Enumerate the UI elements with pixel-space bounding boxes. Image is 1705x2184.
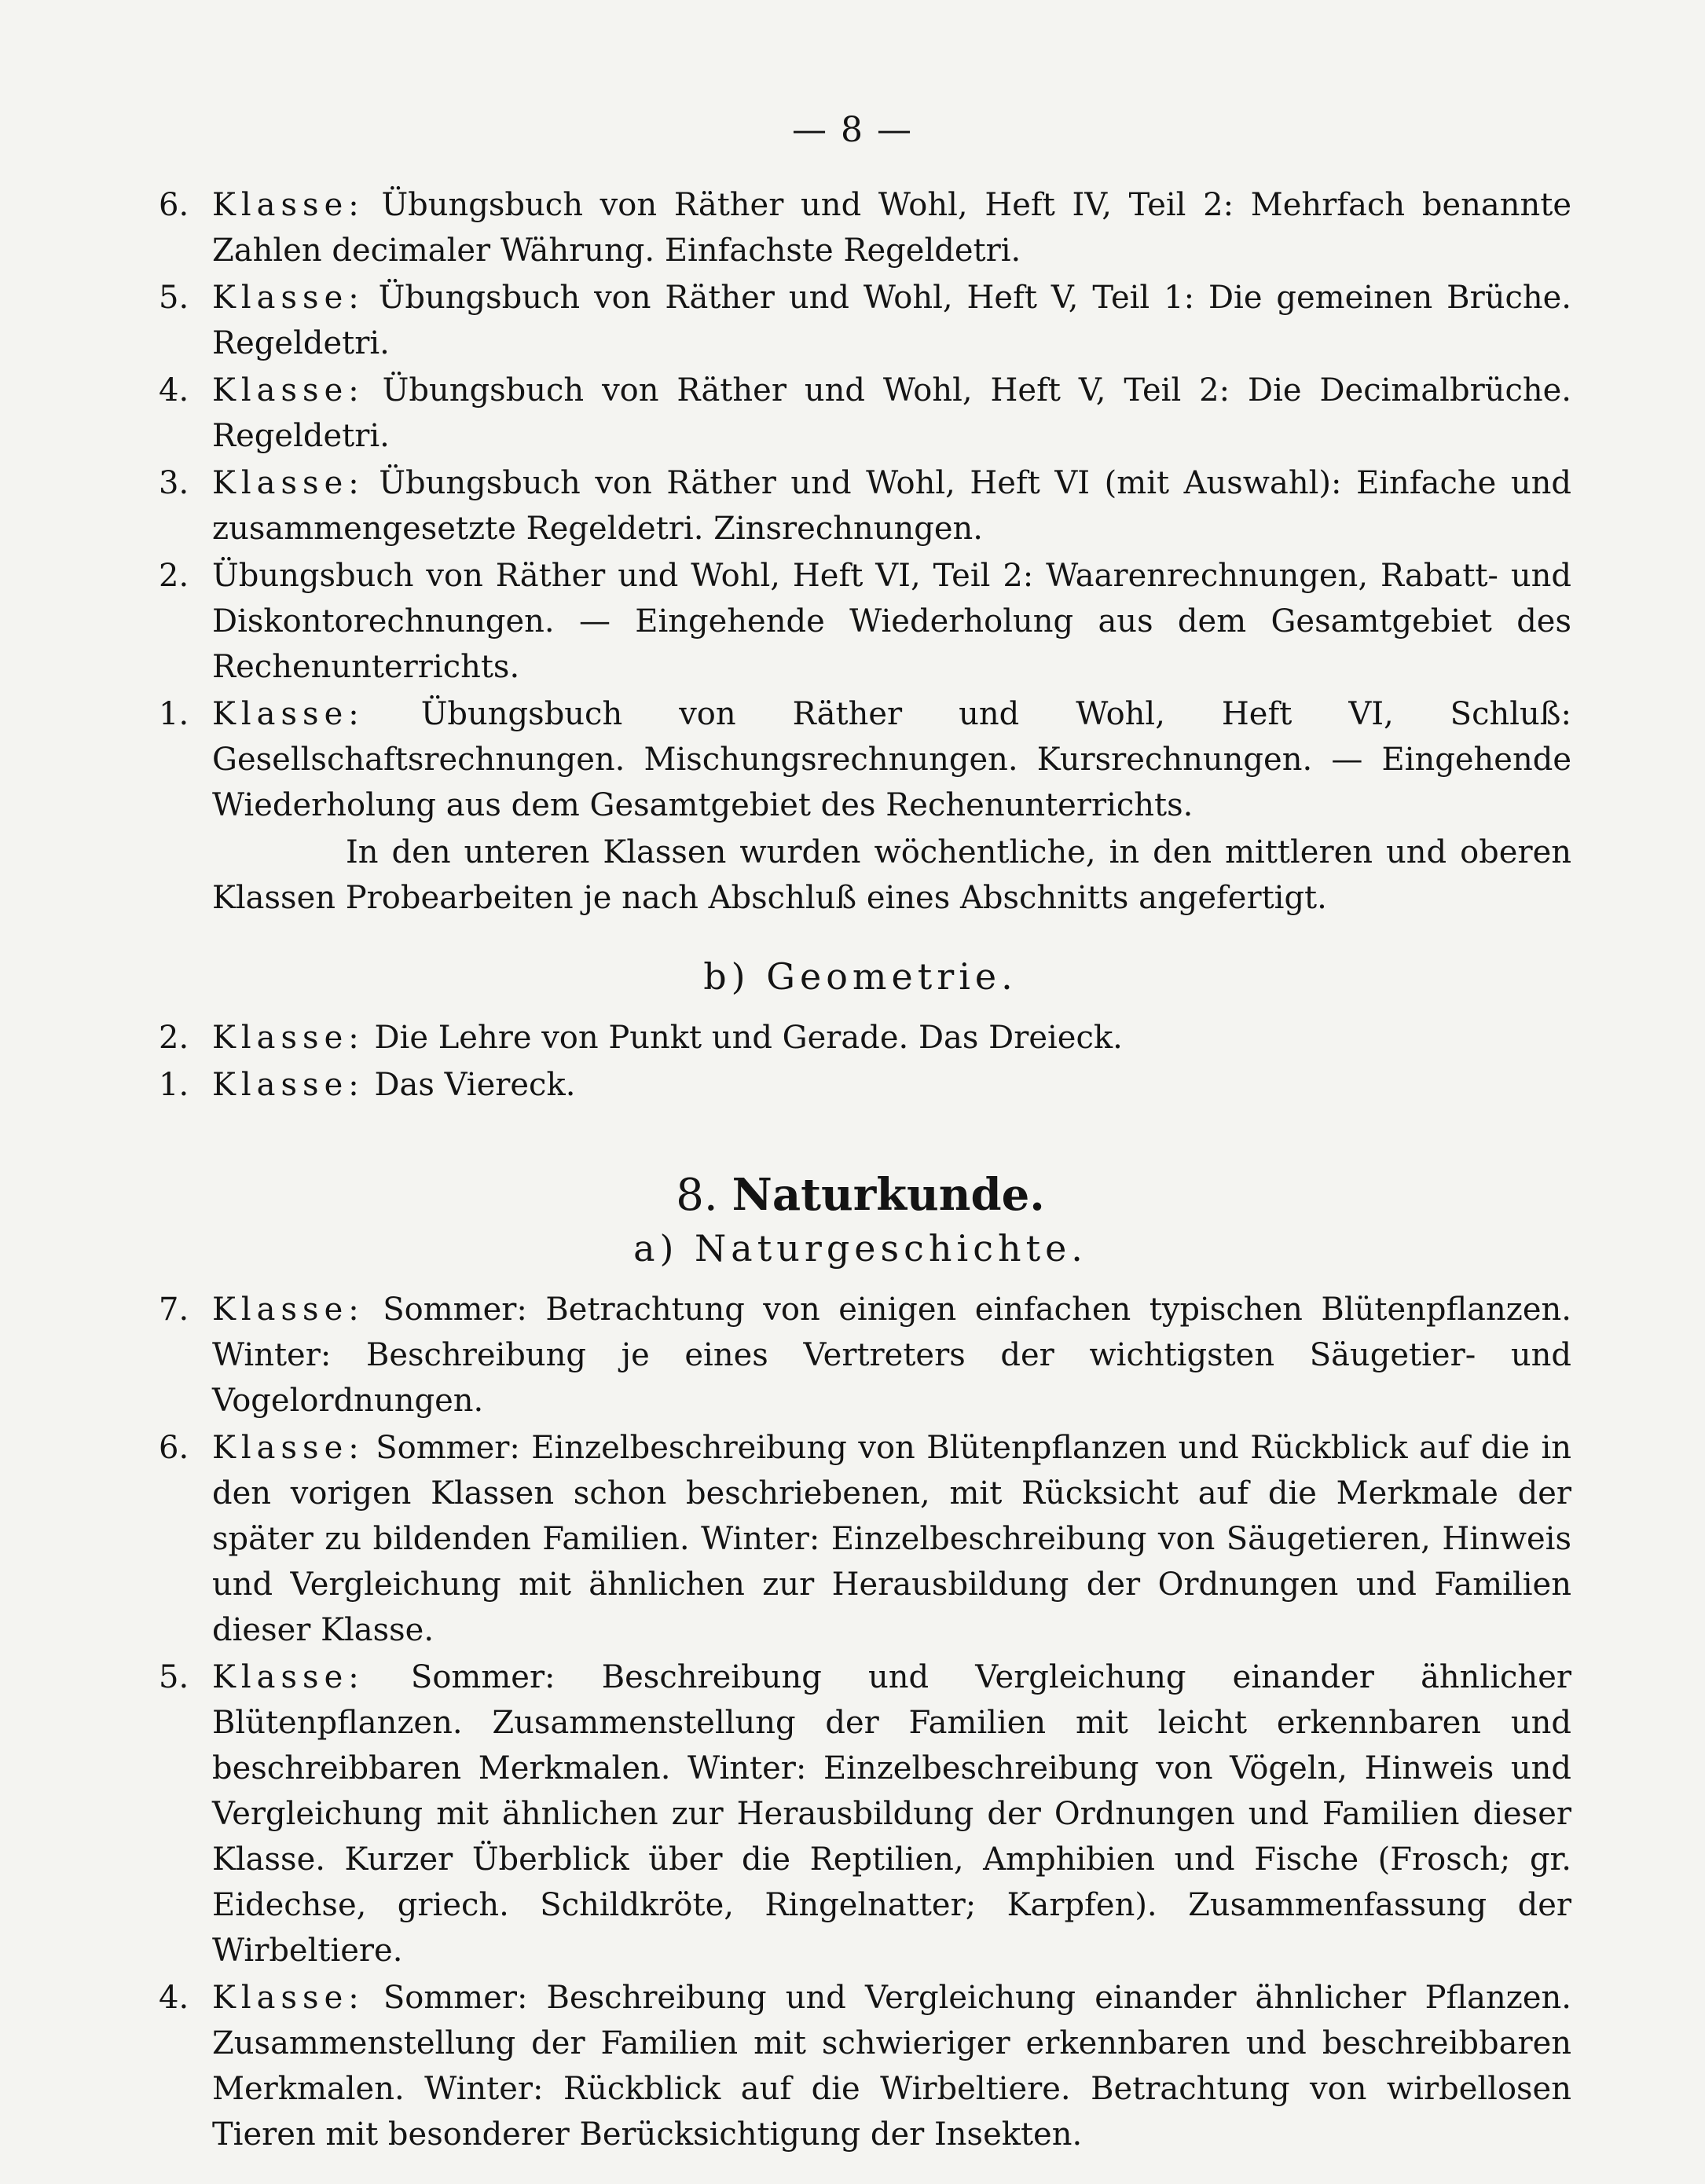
arithmetic-list [149,182,1571,921]
list-item [149,1015,1571,1061]
item-text: Sommer: Beschreibung und Vergleichung einander ähnlicher Blütenpflanzen. Zusammenstellung der Familien mit leicht erkennbaren und beschreibbaren Merkmalen. Winter: Einzelbeschreibung von Vögeln, Hinweis und Vergleichung mit ähnlichen zur Herausbildung der Ordnungen und Familien dieser Klasse. Kurzer Überblick über die Reptilien, Amphibien und Fische (Frosch; gr. Eidechse, griech. Schildkröte, Ringelnatter; Karpfen). Zusammenfassung der Wirbeltiere. [212,1659,1571,1969]
natural-history-heading: a) Naturgeschichte. [633,1227,1087,1270]
list-item [149,460,1571,551]
item-text: Übungsbuch von Räther und Wohl, Heft VI, Teil 2: Waarenrechnungen, Rabatt- und Diskontorechnungen. — Eingehende Wiederholung aus dem Gesamtgebiet des Rechenunterrichts. [212,558,1571,685]
section-heading [149,1169,1571,1221]
item-text: Die Lehre von Punkt und Gerade. Das Dreieck. [374,1020,1123,1056]
list-item [149,1287,1571,1424]
item-number: 5. [159,1659,189,1695]
item-text: Sommer: Beschreibung und Vergleichung einander ähnlicher Pflanzen. Zusammenstellung der Familien mit schwieriger erkennbaren und beschreibbaren Merkmalen. Winter: Rückblick auf die Wirbeltiere. Betrachtung von wirbellosen Tieren mit besonderer Berücksichtigung der Insekten. [212,1980,1571,2153]
geometry-heading: b) Geometrie. [703,955,1018,998]
list-item [149,182,1571,273]
class-label: Klasse: [212,280,365,316]
item-text: Sommer: Betrachtung von einigen einfachen typischen Blütenpflanzen. Winter: Beschreibung je eines Vertreters der wichtigsten Säugetier- und Vogelordnungen. [212,1292,1572,1419]
item-text: Übungsbuch von Räther und Wohl, Heft V, Teil 2: Die Decimalbrüche. Regeldetri. [212,372,1571,454]
item-text: Übungsbuch von Räther und Wohl, Heft VI (mit Auswahl): Einfache und zusammengesetzte Regeldetri. Zinsrechnungen. [212,465,1571,547]
list-item [149,1425,1571,1653]
class-label: Klasse: [212,1292,365,1328]
item-text: Übungsbuch von Räther und Wohl, Heft VI, Schluß: Gesellschaftsrechnungen. Mischungsrechnungen. Kursrechnungen. — Eingehende Wiederholung aus dem Gesamtgebiet des Rechenunterrichts. [212,696,1572,823]
class-label: Klasse: [212,187,365,223]
item-number: 6. [159,1430,189,1466]
item-text: Übungsbuch von Räther und Wohl, Heft IV, Teil 2: Mehrfach benannte Zahlen decimaler Währung. Einfachste Regeldetri. [212,187,1571,269]
item-number: 2. [159,1020,189,1056]
item-number: 3. [159,465,189,501]
page-content [149,182,1571,2159]
class-label: Klasse: [212,1020,365,1056]
item-number: 4. [159,1980,189,2016]
class-label: Klasse: [212,1659,365,1695]
section-title: Naturkunde. [732,1169,1045,1221]
item-text: Sommer: Einzelbeschreibung von Blütenpflanzen und Rückblick auf die in den vorigen Klassen schon beschriebenen, mit Rücksicht auf die Merkmale der später zu bildenden Familien. Winter: Einzelbeschreibung von Säugetieren, Hinweis und Vergleichung mit ähnlichen zur Herausbildung der Ordnungen und Familien dieser Klasse. [212,1430,1572,1648]
class-label: Klasse: [212,1980,365,2016]
geometry-list [149,1015,1571,1108]
list-item [149,553,1571,690]
item-number: 6. [159,187,189,223]
list-item [149,275,1571,366]
arithmetic-note: In den unteren Klassen wurden wöchentliche, in den mittleren und oberen Klassen Probearbeiten je nach Abschluß eines Abschnitts angefertigt. [212,834,1571,916]
natural-history-list [149,1287,1571,2157]
item-number: 1. [159,1067,189,1103]
class-label: Klasse: [212,696,365,732]
page-number: — 8 — [792,110,913,150]
class-label: Klasse: [212,372,365,409]
item-number: 5. [159,280,189,316]
list-item [149,1654,1571,1973]
item-number: 7. [159,1292,189,1328]
item-text: Das Viereck. [374,1067,576,1103]
item-number: 4. [159,372,189,409]
list-item [149,1062,1571,1108]
list-item [149,368,1571,459]
class-label: Klasse: [212,1430,365,1466]
item-text: Übungsbuch von Räther und Wohl, Heft V, Teil 1: Die gemeinen Brüche. Regeldetri. [212,280,1572,361]
list-item [149,691,1571,828]
list-item [149,1975,1571,2157]
item-number: 2. [159,558,189,594]
item-number: 1. [159,696,189,732]
class-label: Klasse: [212,465,365,501]
section-number: 8. [676,1170,718,1221]
class-label: Klasse: [212,1067,365,1103]
